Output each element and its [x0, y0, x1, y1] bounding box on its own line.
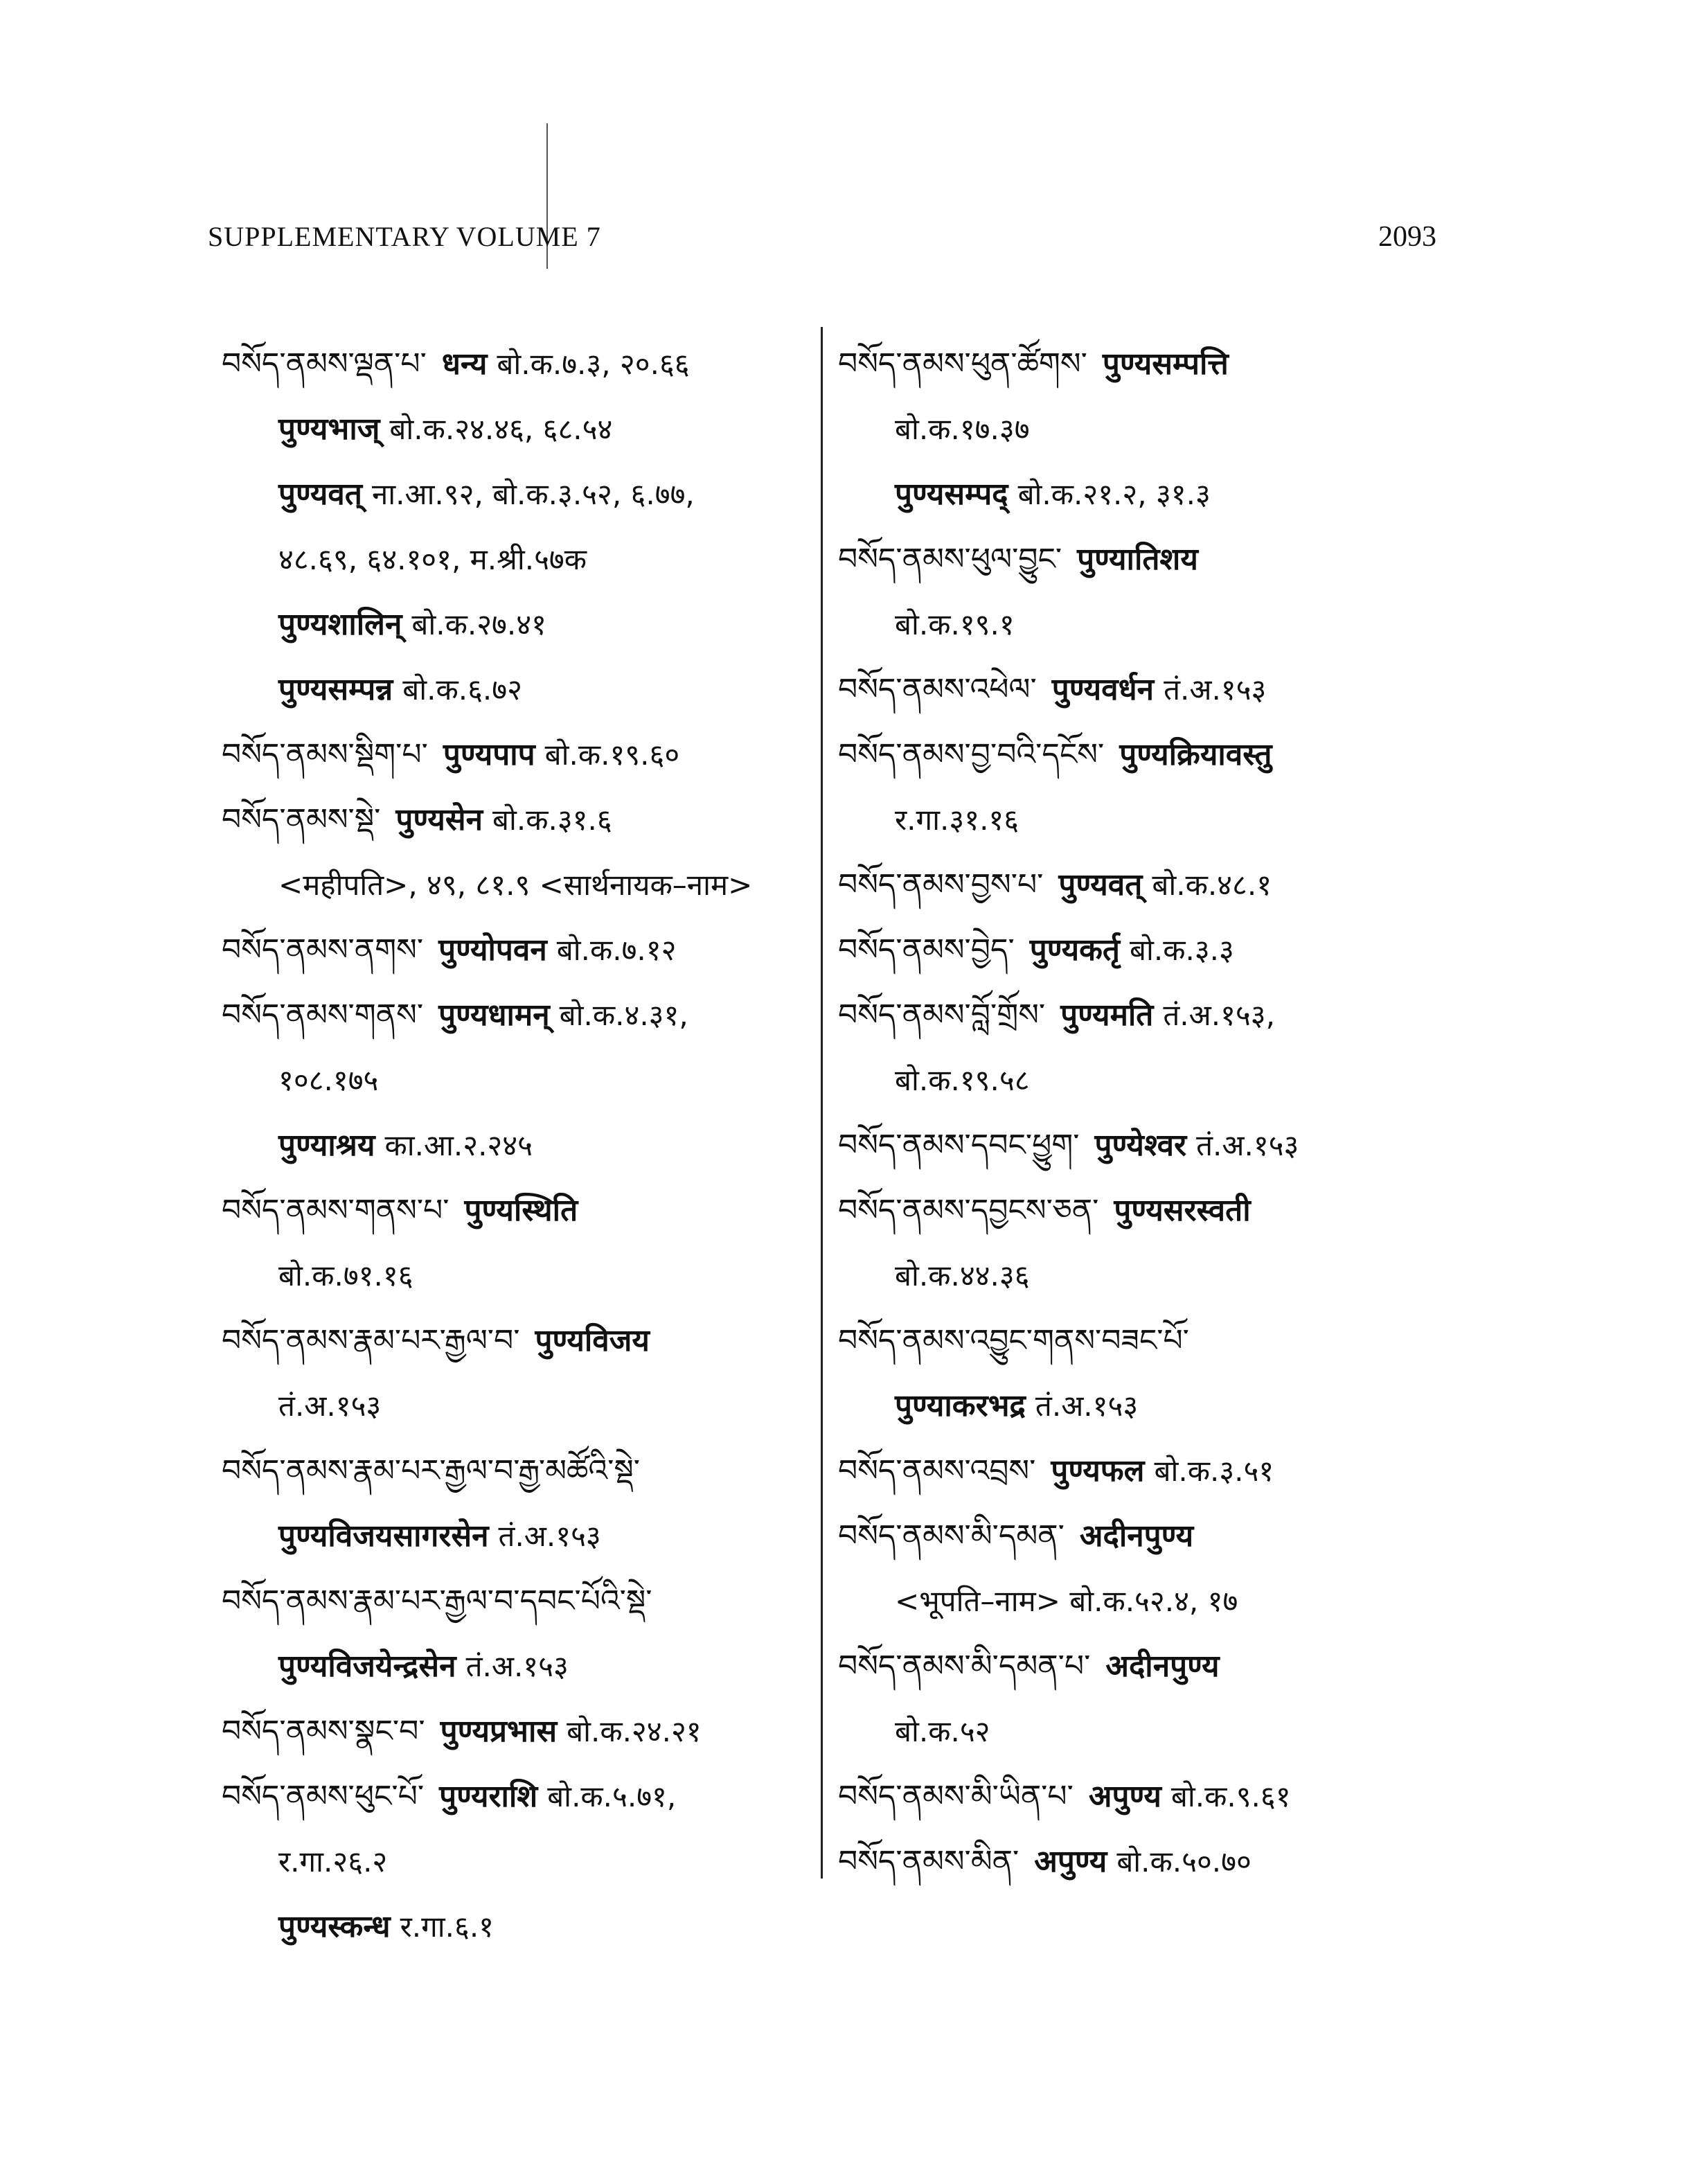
sanskrit-equivalent: अदीनपुण्य [1079, 1518, 1194, 1554]
tibetan-headword: བསོད་ནམས་འབྱུང་གནས་བཟང་པོ་ [838, 1323, 1189, 1358]
source-reference: तं.अ.१५३ [1035, 1389, 1139, 1423]
dictionary-entry-line [838, 526, 1448, 592]
dictionary-entry-line [222, 1047, 810, 1112]
tibetan-headword: བསོད་ནམས་གནས་ [222, 997, 424, 1033]
tibetan-headword: བསོད་ནམས་ཕུལ་བྱུང་ [838, 542, 1062, 577]
tibetan-headword: བསོད་ནམས་དབྱངས་ཅན་ [838, 1193, 1099, 1228]
dictionary-entry-line [838, 1568, 1448, 1633]
tibetan-headword: བསོད་ནམས་ཕུང་པོ་ [222, 1779, 425, 1814]
sanskrit-equivalent: पुण्यशालिन् [278, 607, 402, 642]
tibetan-headword: བསོད་ནམས་མི་ཡིན་པ་ [838, 1779, 1074, 1814]
dictionary-entry-line [222, 1894, 810, 1959]
sanskrit-equivalent: पुण्यकर्तृ [1029, 932, 1121, 968]
sanskrit-equivalent: पुण्याश्रय [278, 1128, 375, 1163]
source-reference: बो.क.५.७१, [547, 1779, 677, 1813]
sanskrit-equivalent: पुण्यराशि [439, 1779, 538, 1814]
sanskrit-equivalent: पुण्यप्रभास [440, 1714, 558, 1749]
source-reference: बो.क.७१.१६ [278, 1259, 413, 1293]
source-reference: बो.क.१९.१ [895, 607, 1015, 641]
source-reference: बो.क.७.१२ [556, 933, 677, 967]
tibetan-headword: བསོད་ནམས་འཕེལ་ [838, 672, 1037, 707]
dictionary-entry-line [838, 1764, 1448, 1829]
running-header-title: SUPPLEMENTARY VOLUME 7 [208, 221, 601, 252]
sanskrit-equivalent: पुण्यभाज् [278, 411, 380, 447]
sanskrit-equivalent: अपुण्य [1088, 1779, 1161, 1814]
source-reference: तं.अ.१५३, [1163, 998, 1275, 1032]
dictionary-entry-line [222, 396, 810, 461]
tibetan-headword: བསོད་ནམས་སྡིག་པ་ [222, 737, 428, 772]
dictionary-entry-line [222, 787, 810, 852]
tibetan-headword: བསོད་ནམས་བྱས་པ་ [838, 867, 1044, 903]
dictionary-entry-line [838, 1438, 1448, 1503]
dictionary-entry-line [838, 1308, 1448, 1373]
sanskrit-equivalent: पुण्यपाप [443, 737, 535, 772]
sanskrit-equivalent: पुण्योपवन [438, 932, 547, 968]
source-reference: तं.अ.१५३ [498, 1519, 601, 1553]
source-reference: बो.क.६.७२ [402, 673, 522, 707]
dictionary-entry-line [838, 1698, 1448, 1764]
sanskrit-equivalent: पुण्यवर्धन [1051, 672, 1155, 707]
dictionary-entry-line [838, 982, 1448, 1047]
tibetan-headword: བསོད་ནམས་མི་དམན་ [838, 1518, 1065, 1554]
dictionary-entry-line [838, 657, 1448, 722]
source-reference: तं.अ.१५३ [465, 1649, 569, 1683]
dictionary-entry-line [222, 1503, 810, 1568]
dictionary-entry-line [222, 1829, 810, 1894]
dictionary-entry-line [222, 1438, 810, 1503]
dictionary-entry-line [838, 1047, 1448, 1112]
source-reference: बो.क.७.३, २०.६६ [497, 347, 690, 381]
source-reference: बो.क.२७.४१ [411, 607, 546, 641]
dictionary-entry-line [838, 787, 1448, 852]
column-divider [821, 327, 823, 1879]
dictionary-entry-line [838, 1243, 1448, 1308]
dictionary-entry-line [222, 592, 810, 657]
source-reference: बो.क.३१.६ [492, 803, 612, 837]
sanskrit-equivalent: अदीनपुण्य [1105, 1649, 1220, 1684]
dictionary-entry-line [222, 331, 810, 396]
sanskrit-equivalent: पुण्यस्कन्ध [278, 1909, 391, 1944]
source-reference: ना.आ.९२, बो.क.३.५२, ६.७७, [371, 477, 695, 511]
dictionary-entry-line [222, 1698, 810, 1764]
tibetan-headword: བསོད་ནམས་འབྲས་ [838, 1453, 1036, 1489]
dictionary-entry-line [838, 1503, 1448, 1568]
sanskrit-equivalent: पुण्येश्वर [1094, 1128, 1187, 1163]
right-column [838, 331, 1448, 1894]
tibetan-headword: བསོད་ནམས་ཕུན་ཚོགས་ [838, 346, 1087, 382]
source-reference: बो.क.५२ [895, 1714, 990, 1748]
tibetan-headword: བསོད་ནམས་ལྡན་པ་ [222, 346, 427, 382]
sanskrit-equivalent: पुण्यविजय [535, 1323, 650, 1358]
dictionary-entry-line [222, 722, 810, 787]
sanskrit-equivalent: पुण्यविजयसागरसेन [278, 1518, 489, 1554]
source-reference: बो.क.४८.१ [1152, 868, 1272, 902]
dictionary-entry-line [222, 1308, 810, 1373]
source-reference: बो.क.३.३ [1130, 933, 1234, 967]
dictionary-entry-line [222, 917, 810, 982]
dictionary-entry-line [838, 396, 1448, 461]
tibetan-headword: བསོད་ནམས་བྱ་བའི་དངོས་ [838, 737, 1105, 772]
dictionary-entry-line [222, 657, 810, 722]
dictionary-entry-line [222, 1633, 810, 1698]
source-reference: बो.क.३.५१ [1154, 1454, 1274, 1488]
sanskrit-equivalent: पुण्यसम्पन्न [278, 672, 393, 707]
source-reference: तं.अ.१५३ [1196, 1128, 1299, 1162]
source-reference: बो.क.१७.३७ [895, 412, 1030, 446]
source-reference: १०८.१७५ [278, 1063, 379, 1097]
sanskrit-equivalent: पुण्यवत् [1058, 867, 1143, 903]
source-reference: बो.क.४४.३६ [895, 1259, 1030, 1293]
dictionary-entry-line [222, 1243, 810, 1308]
sanskrit-equivalent: पुण्यक्रियावस्तु [1119, 737, 1272, 772]
sanskrit-equivalent: पुण्यातिशय [1077, 542, 1198, 577]
dictionary-entry-line [222, 852, 810, 917]
dictionary-entry-line [838, 592, 1448, 657]
dictionary-entry-line [222, 526, 810, 592]
dictionary-entry-line [222, 982, 810, 1047]
source-reference: <महीपति>, ४९, ८१.९ <सार्थनायक–नाम> [278, 868, 753, 902]
sanskrit-equivalent: धन्य [441, 346, 488, 382]
dictionary-entry-line [838, 1178, 1448, 1243]
sanskrit-equivalent: पुण्याकरभद्र [895, 1388, 1026, 1423]
source-reference: र.गा.२६.२ [278, 1845, 388, 1879]
dictionary-entry-line [838, 461, 1448, 526]
tibetan-headword: བསོད་ནམས་རྣམ་པར་རྒྱལ་བ་ [222, 1323, 520, 1358]
source-reference: <भूपति–नाम> बो.क.५२.४, १७ [895, 1584, 1238, 1618]
source-reference: बो.क.१९.५८ [895, 1063, 1030, 1097]
dictionary-entry-line [838, 852, 1448, 917]
tibetan-headword: བསོད་ནམས་སྣང་བ་ [222, 1714, 425, 1749]
source-reference: बो.क.९.६१ [1170, 1779, 1291, 1813]
tibetan-headword: བསོད་ནམས་མི་དམན་པ་ [838, 1649, 1091, 1684]
dictionary-entry-line [838, 1829, 1448, 1894]
dictionary-entry-line [222, 1178, 810, 1243]
tibetan-headword: བསོད་ནམས་བློ་གྲོས་ [838, 997, 1046, 1033]
dictionary-entry-line [838, 917, 1448, 982]
sanskrit-equivalent: पुण्यसरस्वती [1114, 1193, 1251, 1228]
source-reference: बो.क.५०.७० [1116, 1845, 1252, 1879]
tibetan-headword: བསོད་ནམས་བྱེད་ [838, 932, 1015, 968]
dictionary-entry-line [838, 1373, 1448, 1438]
dictionary-entry-line [222, 1373, 810, 1438]
source-reference: बो.क.२१.२, ३१.३ [1017, 477, 1211, 511]
left-column [222, 331, 810, 1959]
dictionary-entry-line [838, 331, 1448, 396]
sanskrit-equivalent: पुण्यसेन [395, 802, 483, 837]
sanskrit-equivalent: पुण्यधामन् [438, 997, 550, 1033]
tibetan-headword: བསོད་ནམས་རྣམ་པར་རྒྱལ་བ་དབང་པོའི་སྡེ་ [222, 1583, 652, 1619]
tibetan-headword: བསོད་ནམས་དབང་ཕྱུག་ [838, 1128, 1080, 1163]
source-reference: तं.अ.१५३ [278, 1389, 382, 1423]
dictionary-entry-line [222, 1764, 810, 1829]
source-reference: ४८.६९, ६४.१०१, म.श्री.५७क [278, 542, 587, 576]
dictionary-entry-line [838, 722, 1448, 787]
sanskrit-equivalent: पुण्यफल [1051, 1453, 1145, 1489]
source-reference: बो.क.१९.६० [544, 738, 680, 772]
source-reference: बो.क.२४.२१ [567, 1714, 702, 1748]
sanskrit-equivalent: पुण्यस्थिति [464, 1193, 578, 1228]
dictionary-entry-line [222, 1568, 810, 1633]
source-reference: बो.क.४.३१, [559, 998, 688, 1032]
sanskrit-equivalent: पुण्यसम्पत्ति [1102, 346, 1229, 382]
source-reference: बो.क.२४.४६, ६८.५४ [389, 412, 613, 446]
tibetan-headword: བསོད་ནམས་མིན་ [838, 1844, 1019, 1879]
sanskrit-equivalent: पुण्यमति [1060, 997, 1154, 1033]
sanskrit-equivalent: अपुण्य [1034, 1844, 1107, 1879]
source-reference: र.गा.३१.१६ [895, 803, 1019, 837]
page-number: 2093 [1378, 221, 1436, 253]
dictionary-entry-line [222, 1112, 810, 1178]
sanskrit-equivalent: पुण्यविजयेन्द्रसेन [278, 1649, 456, 1684]
dictionary-entry-line [222, 461, 810, 526]
tibetan-headword: བསོད་ནམས་རྣམ་པར་རྒྱལ་བ་རྒྱ་མཚོའི་སྡེ་ [222, 1453, 640, 1489]
tibetan-headword: བསོད་ནམས་སྡེ་ [222, 802, 381, 837]
sanskrit-equivalent: पुण्यवत् [278, 477, 362, 512]
source-reference: का.आ.२.२४५ [384, 1128, 533, 1162]
dictionary-entry-line [838, 1112, 1448, 1178]
source-reference: र.गा.६.१ [400, 1910, 495, 1944]
source-reference: तं.अ.१५३ [1164, 673, 1267, 707]
sanskrit-equivalent: पुण्यसम्पद् [895, 477, 1008, 512]
tibetan-headword: བསོད་ནམས་ནགས་ [222, 932, 424, 968]
tibetan-headword: བསོད་ནམས་གནས་པ་ [222, 1193, 449, 1228]
dictionary-entry-line [838, 1633, 1448, 1698]
